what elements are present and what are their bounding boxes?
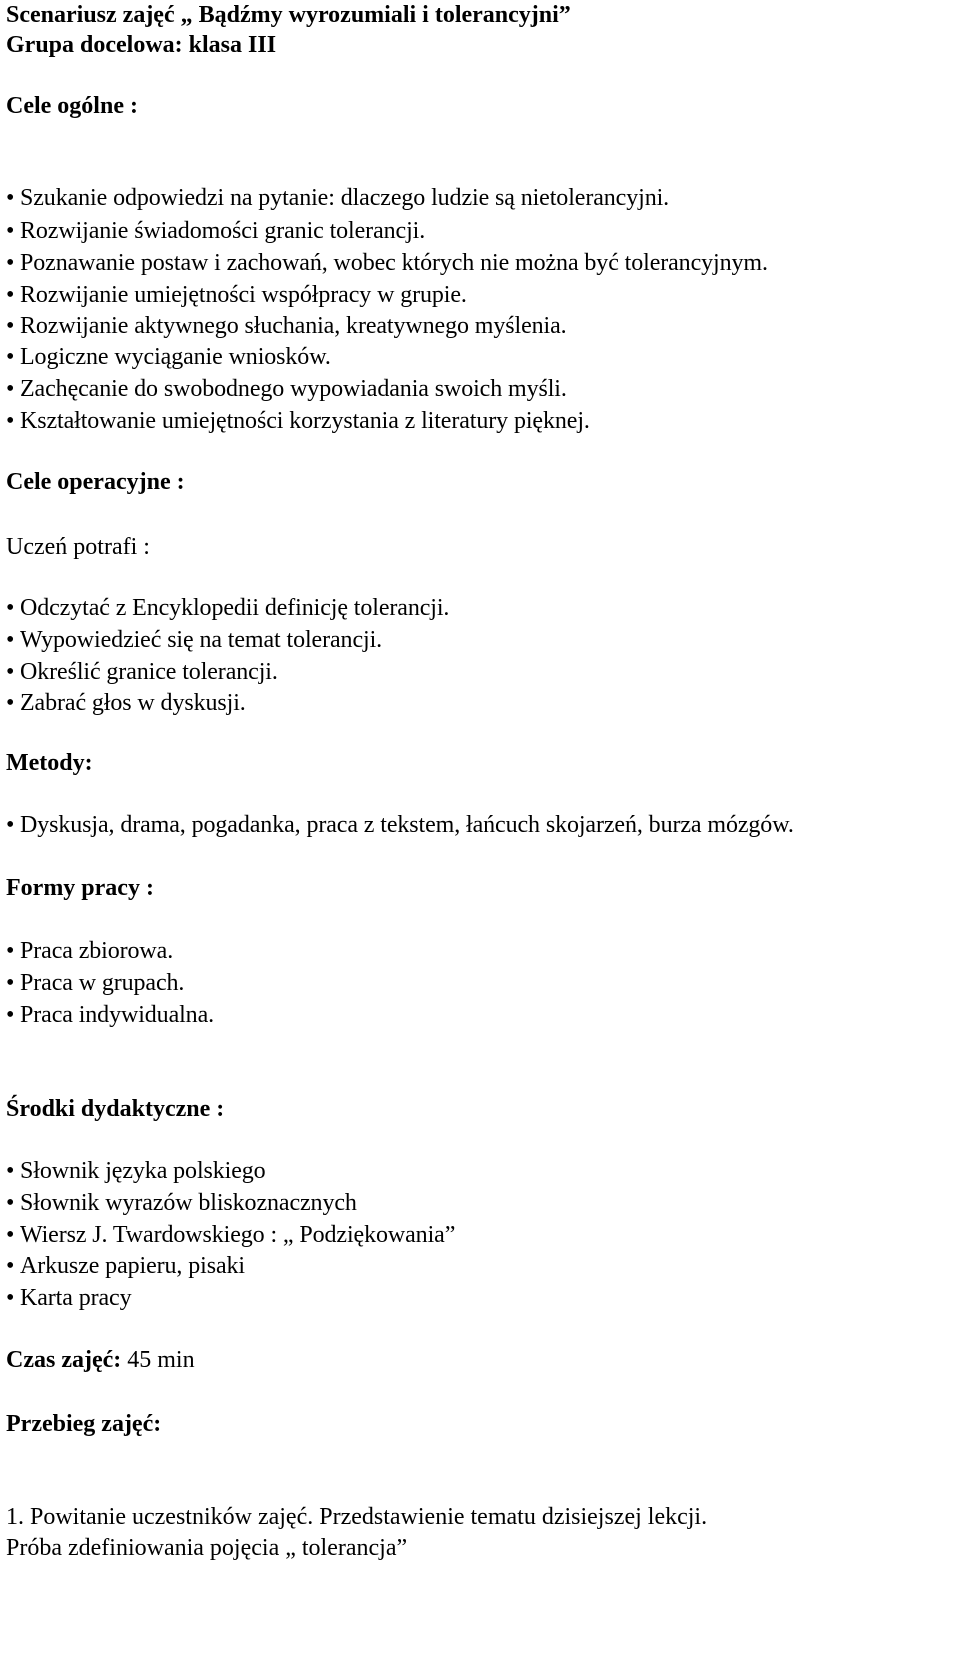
list-item: • Słownik wyrazów bliskoznacznych [6, 1190, 357, 1216]
list-item: • Szukanie odpowiedzi na pytanie: dlaczego ludzie są nietolerancyjni. [6, 185, 670, 211]
document-title: Scenariusz zajęć „ Bądźmy wyrozumiali i tolerancyjni” [6, 2, 571, 28]
list-item: • Praca indywidualna. [6, 1002, 215, 1028]
list-item: • Karta pracy [6, 1285, 132, 1311]
list-item: • Praca zbiorowa. [6, 938, 174, 964]
work-forms-heading: Formy pracy : [6, 875, 154, 901]
course-step: 1. Powitanie uczestników zajęć. Przedstawienie tematu dzisiejszej lekcji. [6, 1504, 708, 1530]
target-group: Grupa docelowa: klasa III [6, 32, 277, 58]
teaching-aids-heading: Środki dydaktyczne : [6, 1096, 225, 1122]
list-item: • Odczytać z Encyklopedii definicję tolerancji. [6, 595, 450, 621]
list-item: • Słownik języka polskiego [6, 1158, 266, 1184]
list-item: • Kształtowanie umiejętności korzystania z literatury pięknej. [6, 408, 590, 434]
list-item: • Logiczne wyciąganie wniosków. [6, 344, 331, 370]
operational-goals-heading: Cele operacyjne : [6, 469, 185, 495]
list-item: • Wiersz J. Twardowskiego : „ Podziękowania” [6, 1222, 456, 1248]
list-item: • Arkusze papieru, pisaki [6, 1253, 245, 1279]
list-item: • Poznawanie postaw i zachowań, wobec których nie można być tolerancyjnym. [6, 250, 768, 276]
course-heading: Przebieg zajęć: [6, 1411, 162, 1437]
duration-label: Czas zajęć: [6, 1347, 122, 1373]
duration-value: 45 min [121, 1347, 195, 1373]
list-item: • Rozwijanie umiejętności współpracy w grupie. [6, 282, 467, 308]
general-goals-heading: Cele ogólne : [6, 93, 138, 119]
list-item: • Rozwijanie świadomości granic tolerancji. [6, 218, 426, 244]
list-item: • Określić granice tolerancji. [6, 659, 278, 685]
duration [6, 1345, 195, 1375]
course-step-continuation: Próba zdefiniowania pojęcia „ tolerancja” [6, 1535, 408, 1561]
list-item: • Zabrać głos w dyskusji. [6, 690, 246, 716]
list-item: • Wypowiedzieć się na temat tolerancji. [6, 627, 383, 653]
list-item: • Rozwijanie aktywnego słuchania, kreatywnego myślenia. [6, 313, 567, 339]
operational-goals-intro: Uczeń potrafi : [6, 534, 150, 560]
methods-heading: Metody: [6, 750, 93, 776]
list-item: • Praca w grupach. [6, 970, 185, 996]
list-item: • Dyskusja, drama, pogadanka, praca z tekstem, łańcuch skojarzeń, burza mózgów. [6, 812, 794, 838]
list-item: • Zachęcanie do swobodnego wypowiadania swoich myśli. [6, 376, 567, 402]
